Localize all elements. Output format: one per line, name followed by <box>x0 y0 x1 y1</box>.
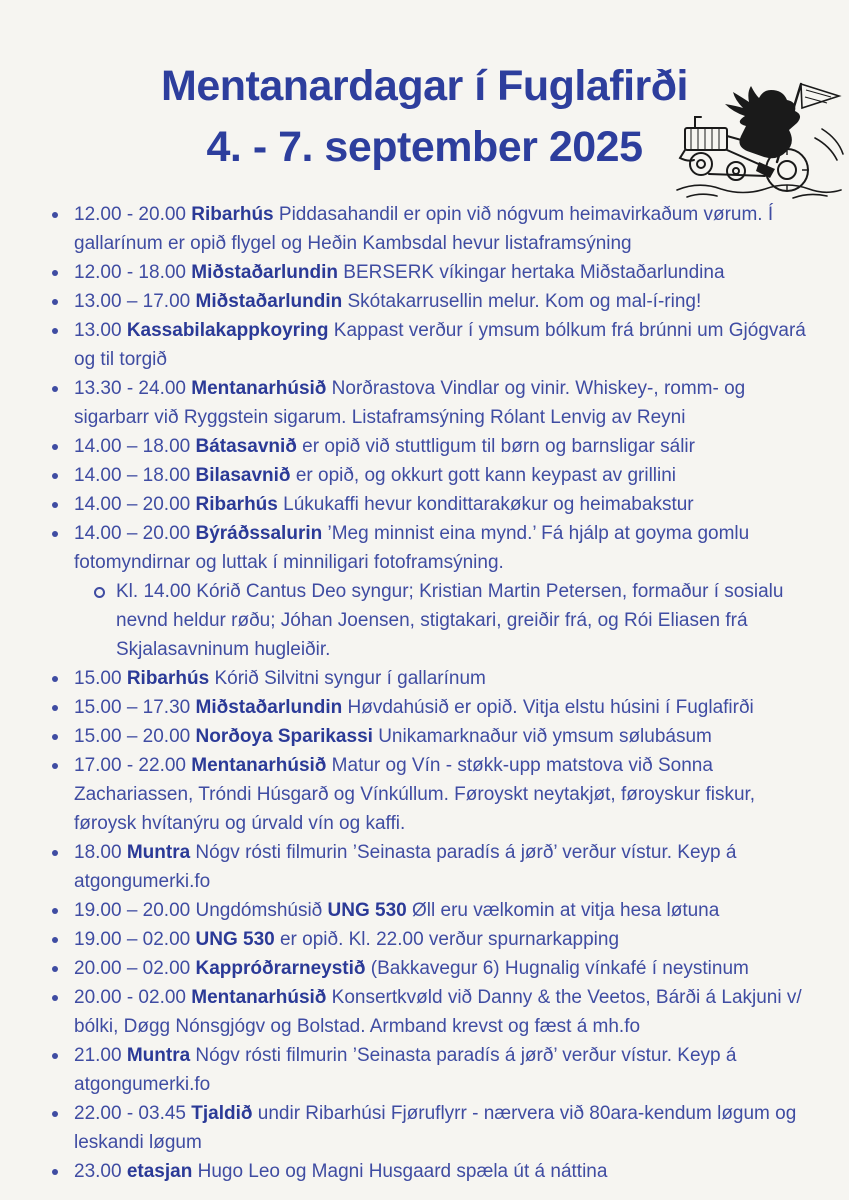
poster-title-line2: 4. - 7. september 2025 <box>206 123 643 171</box>
event-time: 19.00 – 02.00 <box>74 929 196 950</box>
event-time: 17.00 - 22.00 <box>74 755 192 776</box>
event-venue: Ribarhús <box>191 204 274 225</box>
event-text <box>74 258 819 287</box>
event-description: Konsertkvøld við Danny & the Veetos, Bárði á Lakjuni v/ bólki, Døgg Nónsgjógv og Bolstad. Armband krevst og fæst á mh.fo <box>74 987 802 1037</box>
bullet-icon <box>52 908 58 914</box>
event-item <box>52 1157 819 1186</box>
event-item <box>52 954 819 983</box>
bullet-icon <box>52 328 58 334</box>
event-description: Hugo Leo og Magni Husgaard spæla út á náttina <box>192 1161 608 1182</box>
event-venue: Miðstaðarlundin <box>195 697 343 718</box>
event-time: 21.00 <box>74 1045 127 1066</box>
event-time: 14.00 – 18.00 <box>74 465 196 486</box>
bullet-icon <box>52 473 58 479</box>
event-time: 20.00 – 02.00 <box>74 958 196 979</box>
event-subtext: Kl. 14.00 Kórið Cantus Deo syngur; Kristian Martin Petersen, formaður í sosialu nevnd heldur røðu; Jóhan Joensen, stigtakari, greiðir frá, og Rói Eliasen frá Skjalasavninum hugleiðir. <box>116 581 784 660</box>
event-venue: UNG 530 <box>327 900 407 921</box>
event-item <box>52 722 819 751</box>
event-venue: Býráðssalurin <box>195 523 323 544</box>
event-description: Skótakarrusellin melur. Kom og mal-í-ring! <box>342 291 702 312</box>
event-venue: Mentanarhúsið <box>191 378 327 399</box>
event-subitem <box>94 577 819 664</box>
event-venue: Muntra <box>126 842 191 863</box>
event-item <box>52 461 819 490</box>
event-time: 18.00 <box>74 842 127 863</box>
event-description: (Bakkavegur 6) Hugnalig vínkafé í neystinum <box>365 958 749 979</box>
bullet-icon <box>52 444 58 450</box>
event-time: 13.00 – 17.00 <box>74 291 196 312</box>
event-pretext: Ungdómshúsið <box>195 900 328 921</box>
event-venue: Muntra <box>126 1045 191 1066</box>
event-description: Norðrastova Vindlar og vinir. Whiskey-, romm- og sigarbarr við Ryggstein sigarum. Listaframsýning Rólant Lenvig av Reyni <box>74 378 746 428</box>
event-description: undir Ribarhúsi Fjøruflyrr - nærvera við 80ara-kendum løgum og leskandi løgum <box>74 1103 797 1153</box>
circle-bullet-icon <box>94 587 105 598</box>
event-time: 14.00 – 20.00 <box>74 494 196 515</box>
bullet-icon <box>52 995 58 1001</box>
event-item <box>52 374 819 432</box>
event-time: 23.00 <box>74 1161 127 1182</box>
event-sublist <box>74 577 819 664</box>
event-item <box>52 1041 819 1099</box>
event-item <box>52 983 819 1041</box>
event-description: er opið við stuttligum til børn og barnsligar sálir <box>296 436 695 457</box>
event-description: Kórið Silvitni syngur í gallarínum <box>209 668 486 689</box>
event-text <box>74 722 819 751</box>
event-text <box>74 983 819 1041</box>
event-text <box>74 751 819 838</box>
event-venue: Tjaldið <box>191 1103 253 1124</box>
event-time: 14.00 – 20.00 <box>74 523 196 544</box>
event-venue: Ribarhús <box>126 668 210 689</box>
event-item <box>52 896 819 925</box>
event-text <box>74 954 819 983</box>
event-item <box>52 693 819 722</box>
event-time: 19.00 – 20.00 <box>74 900 196 921</box>
event-time: 15.00 <box>74 668 127 689</box>
event-text <box>74 664 819 693</box>
event-description: Høvdahúsið er opið. Vitja elstu húsini í Fuglafirði <box>342 697 754 718</box>
bullet-icon <box>52 1053 58 1059</box>
event-text <box>74 838 819 896</box>
event-item <box>52 258 819 287</box>
event-text <box>74 1041 819 1099</box>
bullet-icon <box>52 763 58 769</box>
event-text <box>74 316 819 374</box>
event-text <box>74 1157 819 1186</box>
event-text <box>74 1099 819 1157</box>
bullet-icon <box>52 386 58 392</box>
bullet-icon <box>52 705 58 711</box>
bullet-icon <box>52 502 58 508</box>
event-time: 12.00 - 20.00 <box>74 204 192 225</box>
bullet-icon <box>52 734 58 740</box>
bullet-icon <box>52 531 58 537</box>
bullet-icon <box>52 966 58 972</box>
event-item <box>52 490 819 519</box>
event-text <box>74 200 819 258</box>
event-venue: Miðstaðarlundin <box>195 291 343 312</box>
event-time: 13.30 - 24.00 <box>74 378 192 399</box>
event-item <box>52 200 819 258</box>
event-time: 22.00 - 03.45 <box>74 1103 192 1124</box>
event-text <box>74 925 819 954</box>
troll-kart-illustration <box>673 70 847 202</box>
bullet-icon <box>52 676 58 682</box>
event-description: Matur og Vín - støkk-upp matstova við Sonna Zachariassen, Tróndi Húsgarð og Vínkúllum. Føroyskt neytakjøt, føroyskur fiskur, føroysk hvítanýru og úrvald vín og kaffi. <box>74 755 756 834</box>
event-item <box>52 1099 819 1157</box>
event-item <box>52 432 819 461</box>
event-description: Nógv rósti filmurin ’Seinasta paradís á jørð’ verður vístur. Keyp á atgongumerki.fo <box>74 842 737 892</box>
event-venue: Mentanarhúsið <box>191 987 327 1008</box>
event-description: Kappast verður í ymsum bólkum frá brúnni um Gjógvará og til torgið <box>74 320 806 370</box>
event-item <box>52 664 819 693</box>
event-text <box>74 896 819 925</box>
event-venue: Kassabilakappkoyring <box>126 320 329 341</box>
event-item <box>52 316 819 374</box>
event-text <box>74 490 819 519</box>
motion-lines <box>815 129 843 160</box>
event-item <box>52 751 819 838</box>
bullet-icon <box>52 937 58 943</box>
event-text <box>74 519 819 664</box>
event-venue: etasjan <box>126 1161 193 1182</box>
event-time: 15.00 – 17.30 <box>74 697 196 718</box>
event-venue: Norðoya Sparikassi <box>195 726 373 747</box>
event-venue: Bátasavnið <box>195 436 297 457</box>
event-time: 12.00 - 18.00 <box>74 262 192 283</box>
event-venue: UNG 530 <box>195 929 275 950</box>
event-time: 13.00 <box>74 320 127 341</box>
event-text <box>74 374 819 432</box>
bullet-icon <box>52 1169 58 1175</box>
event-text <box>74 432 819 461</box>
poster-title-line1: Mentanardagar í Fuglafirði <box>161 62 688 110</box>
event-venue: Ribarhús <box>195 494 278 515</box>
event-venue: Kappróðrarneystið <box>195 958 366 979</box>
event-text <box>74 461 819 490</box>
event-description: Unikamarknaður við ymsum sølubásum <box>372 726 712 747</box>
event-text <box>74 693 819 722</box>
event-venue: Bilasavnið <box>195 465 291 486</box>
event-list <box>0 200 849 1186</box>
event-description: ’Meg minnist eina mynd.’ Fá hjálp at goyma gomlu fotomyndirnar og luttak í minniligari fotoframsýning. <box>74 523 750 573</box>
event-description: Lúkukaffi hevur kondittarakøkur og heimabakstur <box>277 494 694 515</box>
ground-lines <box>677 185 841 198</box>
bullet-icon <box>52 270 58 276</box>
event-description: BERSERK víkingar hertaka Miðstaðarlundina <box>338 262 725 283</box>
bullet-icon <box>52 299 58 305</box>
poster-header <box>0 0 849 178</box>
event-item <box>52 287 819 316</box>
event-venue: Mentanarhúsið <box>191 755 327 776</box>
event-item <box>52 838 819 896</box>
event-description: Nógv rósti filmurin ’Seinasta paradís á jørð’ verður vístur. Keyp á atgongumerki.fo <box>74 1045 737 1095</box>
event-description: Øll eru vælkomin at vitja hesa løtuna <box>406 900 720 921</box>
event-description: Piddasahandil er opin við nógvum heimavirkaðum vørum. Í gallarínum er opið flygel og Heðin Kambsdal hevur listaframsýning <box>74 204 774 254</box>
event-time: 15.00 – 20.00 <box>74 726 196 747</box>
bullet-icon <box>52 212 58 218</box>
event-time: 14.00 – 18.00 <box>74 436 196 457</box>
event-description: er opið, og okkurt gott kann keypast av grillini <box>290 465 677 486</box>
event-time: 20.00 - 02.00 <box>74 987 192 1008</box>
bullet-icon <box>52 1111 58 1117</box>
event-item <box>52 925 819 954</box>
event-description: er opið. Kl. 22.00 verður spurnarkapping <box>274 929 620 950</box>
event-text <box>74 287 819 316</box>
event-item <box>52 519 819 664</box>
troll-silhouette <box>725 86 800 178</box>
event-venue: Miðstaðarlundin <box>191 262 338 283</box>
bullet-icon <box>52 850 58 856</box>
